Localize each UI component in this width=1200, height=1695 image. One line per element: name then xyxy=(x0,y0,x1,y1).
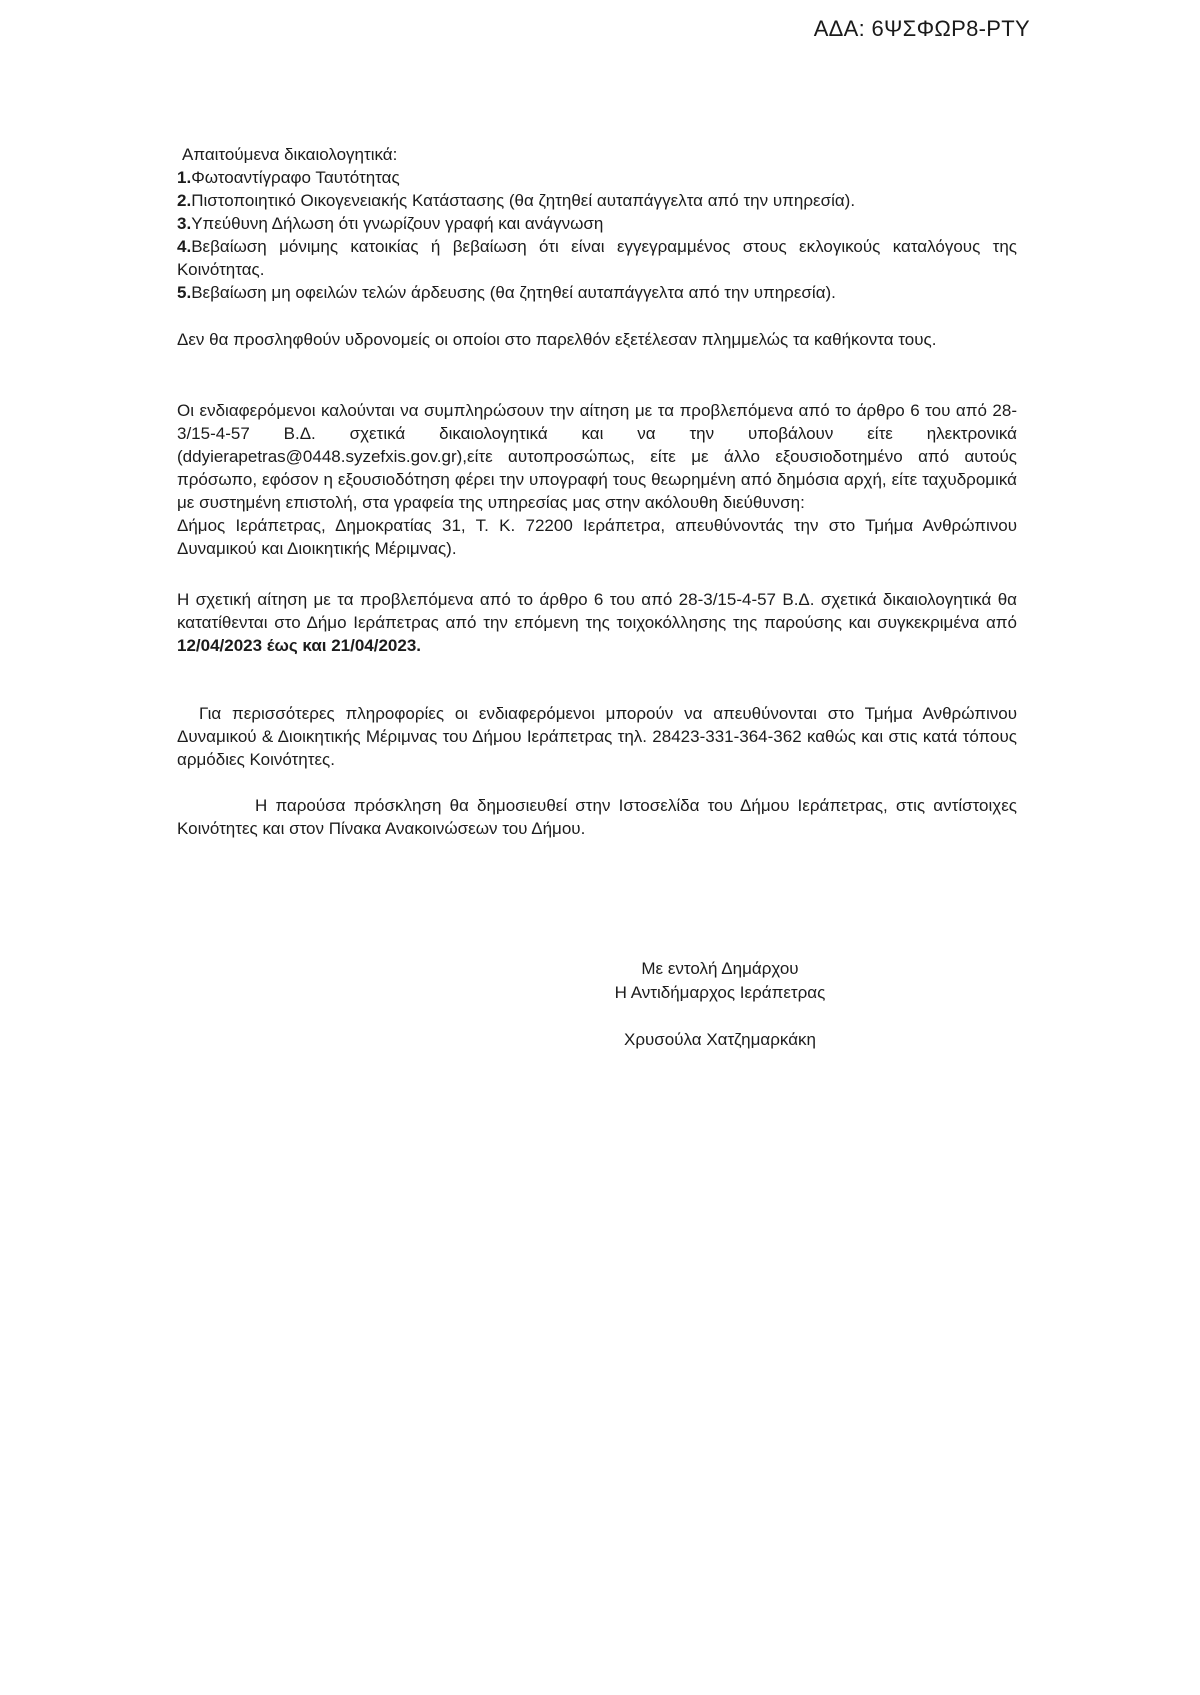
item-number: 3. xyxy=(177,214,192,233)
deadline-paragraph xyxy=(177,588,1017,657)
application-paragraph: Οι ενδιαφερόμενοι καλούνται να συμπληρώσουν την αίτηση με τα προβλεπόμενα από το άρθρο 6 του από 28-3/15-4-57 Β.Δ. σχετικά δικαιολογητικά και να την υποβάλουν είτε ηλεκτρονικά (ddyierapetras@0448.syzefxis.gov.gr),είτε αυτοπροσώπως, είτε με άλλο εξουσιοδοτημένο από αυτούς πρόσωπο, εφόσον η εξουσιοδότηση φέρει την υπογραφή τους θεωρημένη από δημόσια αρχή, είτε ταχυδρομικά με συστημένη επιστολή, στα γραφεία της υπηρεσίας μας στην ακόλουθη διεύθυνση: xyxy=(177,401,1017,512)
item-number: 1. xyxy=(177,168,192,187)
signature-block xyxy=(560,957,880,1052)
item-text: Φωτοαντίγραφο Ταυτότητας xyxy=(191,168,400,187)
required-documents-list xyxy=(177,166,1017,304)
item-number: 2. xyxy=(177,191,192,210)
item-number: 4. xyxy=(177,237,192,256)
item-text: Υπεύθυνη Δήλωση ότι γνωρίζουν γραφή και ανάγνωση xyxy=(191,214,604,233)
info-paragraph: Για περισσότερες πληροφορίες οι ενδιαφερόμενοι μπορούν να απευθύνονται στο Τμήμα Ανθρώπινου Δυναμικού & Διοικητικής Μέριμνας του Δήμου Ιεράπετρας τηλ. 28423-331-364-362 καθώς και στις κατά τόπους αρμόδιες Κοινότητες. xyxy=(177,704,1017,769)
deadline-text: Η σχετική αίτηση με τα προβλεπόμενα από το άρθρο 6 του από 28-3/15-4-57 Β.Δ. σχετικά δικαιολογητικά θα κατατίθενται στο Δήμο Ιεράπετρας από την επόμενη της τοιχοκόλλησης της παρούσης και συγκεκριμένα από xyxy=(177,590,1017,632)
item-text: Πιστοποιητικό Οικογενειακής Κατάστασης (θα ζητηθεί αυταπάγγελτα από την υπηρεσία). xyxy=(191,191,856,210)
item-text: Βεβαίωση μόνιμης κατοικίας ή βεβαίωση ότι είναι εγγεγραμμένος στους εκλογικούς καταλόγους της Κοινότητας. xyxy=(177,237,1017,279)
list-item xyxy=(177,235,1017,281)
exclusion-paragraph: Δεν θα προσληφθούν υδρονομείς οι οποίοι στο παρελθόν εξετέλεσαν πλημμελώς τα καθήκοντα τους. xyxy=(177,330,937,349)
list-item xyxy=(177,212,1017,235)
item-text: Βεβαίωση μη οφειλών τελών άρδευσης (θα ζητηθεί αυταπάγγελτα από την υπηρεσία). xyxy=(191,283,836,302)
required-documents-heading: Απαιτούμενα δικαιολογητικά: xyxy=(182,145,398,164)
address-paragraph: Δήμος Ιεράπετρας, Δημοκρατίας 31, Τ. Κ. 72200 Ιεράπετρα, απευθύνοντάς την στο Τμήμα Ανθρώπινου Δυναμικού και Διοικητικής Μέριμνας). xyxy=(177,516,1017,558)
list-item xyxy=(177,189,1017,212)
signature-line-1: Με εντολή Δημάρχου xyxy=(641,959,799,978)
document-body xyxy=(177,143,1017,840)
list-item xyxy=(177,166,1017,189)
publication-paragraph: Η παρούσα πρόσκληση θα δημοσιευθεί στην Ιστοσελίδα του Δήμου Ιεράπετρας, στις αντίστοιχες Κοινότητες και στον Πίνακα Ανακοινώσεων του Δήμου. xyxy=(177,796,1017,838)
item-number: 5. xyxy=(177,283,192,302)
signature-line-2: Η Αντιδήμαρχος Ιεράπετρας xyxy=(614,983,826,1002)
deadline-range: 12/04/2023 έως και 21/04/2023. xyxy=(177,636,422,655)
list-item xyxy=(177,281,1017,304)
signatory-name: Χρυσούλα Χατζημαρκάκη xyxy=(624,1030,816,1049)
ada-code: ΑΔΑ: 6ΨΣΦΩΡ8-ΡΤΥ xyxy=(813,16,1030,41)
